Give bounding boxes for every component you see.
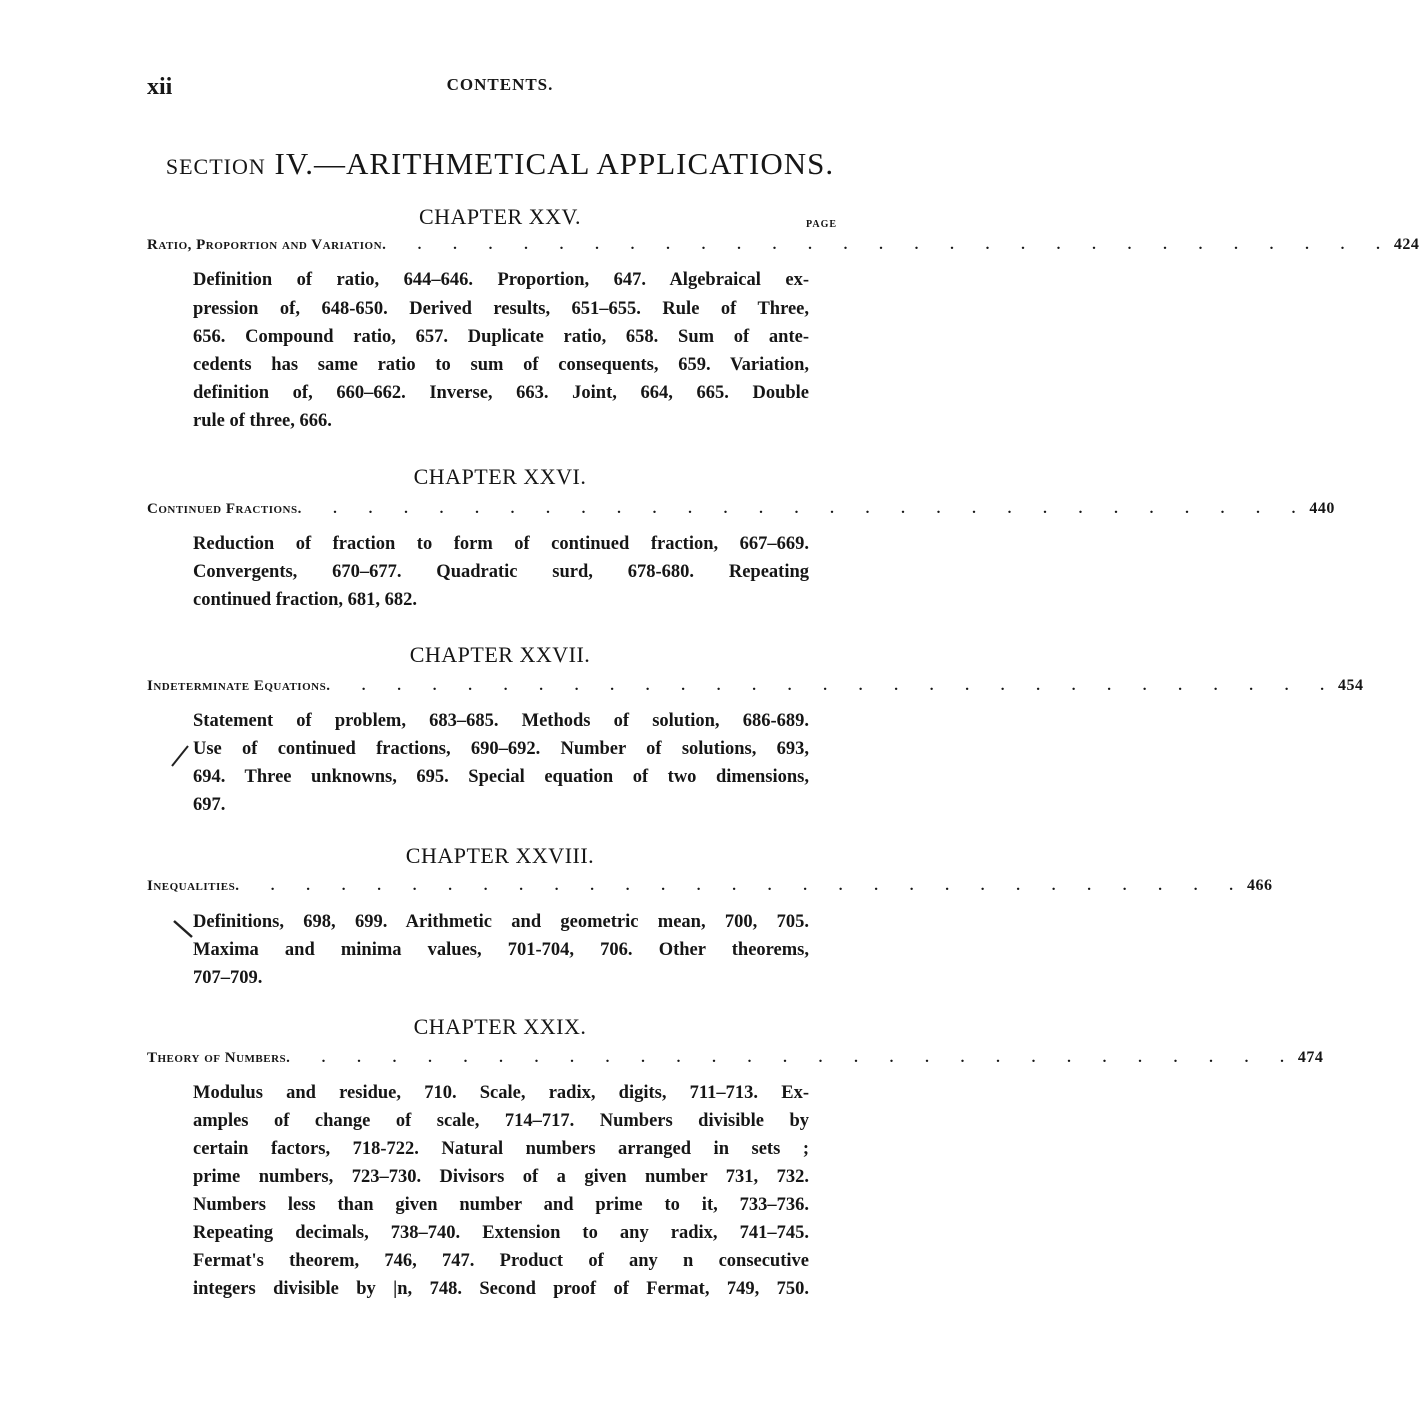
- contents-line: prime numbers, 723–730. Divisors of a given number 731, 732.: [193, 1167, 809, 1187]
- section-prefix: SECTION: [165, 154, 266, 179]
- chapter-page-number: 440: [1309, 500, 1335, 517]
- chapter-title-row[interactable]: [147, 500, 1335, 524]
- contents-line: 656. Compound ratio, 657. Duplicate ratio, 658. Sum of ante-: [193, 327, 809, 347]
- chapter-title: Continued Fractions: [147, 501, 298, 517]
- chapter-title: Inequalities: [147, 878, 236, 894]
- chapter-page-number: 474: [1297, 1049, 1324, 1066]
- contents-line: Reduction of fraction to form of continued fraction, 667–669.: [193, 534, 809, 554]
- contents-line: Numbers less than given number and prime to it, 733–736.: [193, 1195, 809, 1215]
- chapter-title-row[interactable]: [147, 677, 1364, 701]
- contents-line: 697.: [193, 795, 226, 815]
- running-head: CONTENTS.: [446, 75, 554, 94]
- chapter-heading: CHAPTER XXVII.: [409, 642, 591, 667]
- chapter-title-row[interactable]: [147, 1049, 1324, 1073]
- pencil-slash-mark: [170, 744, 190, 768]
- chapter-title: Indeterminate Equations: [147, 678, 327, 694]
- chapter-heading: CHAPTER XXV.: [418, 204, 582, 229]
- contents-line: Definition of ratio, 644–646. Proportion, 647. Algebraical ex-: [193, 270, 809, 290]
- chapter-heading: CHAPTER XXVIII.: [405, 843, 595, 868]
- contents-line: Definitions, 698, 699. Arithmetic and geometric mean, 700, 705.: [193, 912, 809, 932]
- page-number: xii: [147, 74, 173, 100]
- contents-line: amples of change of scale, 714–717. Numbers divisible by: [193, 1111, 809, 1131]
- contents-line: 707–709.: [193, 968, 263, 988]
- dot-leader: . . . . . . . . . . . . . . . . . . . . . . . . . . . . .: [382, 237, 1394, 253]
- contents-line: Repeating decimals, 738–740. Extension to any radix, 741–745.: [193, 1223, 809, 1243]
- dot-leader: . . . . . . . . . . . . . . . . . . . . . . . . . . . . .: [326, 678, 1338, 694]
- chapter-title: Ratio, Proportion and Variation: [147, 237, 383, 253]
- contents-line: cedents has same ratio to sum of consequents, 659. Variation,: [193, 355, 809, 375]
- contents-line: Maxima and minima values, 701-704, 706. Other theorems,: [193, 940, 809, 960]
- chapter-title-row[interactable]: [147, 877, 1273, 901]
- contents-line: certain factors, 718-722. Natural numbers arranged in sets ;: [193, 1139, 809, 1159]
- contents-line: Use of continued fractions, 690–692. Number of solutions, 693,: [193, 739, 809, 759]
- contents-line: Convergents, 670–677. Quadratic surd, 678-680. Repeating: [193, 562, 809, 582]
- contents-line: integers divisible by |n, 748. Second proof of Fermat, 749, 750.: [193, 1279, 809, 1299]
- contents-line: Statement of problem, 683–685. Methods of solution, 686-689.: [193, 711, 809, 731]
- section-title-text: IV.—ARITHMETICAL APPLICATIONS.: [274, 146, 835, 181]
- page-column-label: PAGE: [806, 219, 838, 230]
- chapter-heading: CHAPTER XXVI.: [413, 464, 587, 489]
- chapter-heading: CHAPTER XXIX.: [413, 1014, 587, 1039]
- contents-line: 694. Three unknowns, 695. Special equation of two dimensions,: [193, 767, 809, 787]
- chapter-title-row[interactable]: [147, 236, 1419, 260]
- contents-line: continued fraction, 681, 682.: [193, 590, 418, 610]
- dot-leader: . . . . . . . . . . . . . . . . . . . . . . . . . . . . .: [286, 1050, 1298, 1066]
- chapter-page-number: 466: [1247, 877, 1273, 894]
- contents-line: pression of, 648-650. Derived results, 651–655. Rule of Three,: [193, 299, 809, 319]
- dot-leader: . . . . . . . . . . . . . . . . . . . . . . . . . . . . .: [235, 878, 1248, 894]
- pencil-slash-mark: [172, 918, 194, 940]
- contents-line: definition of, 660–662. Inverse, 663. Joint, 664, 665. Double: [193, 383, 809, 403]
- contents-line: rule of three, 666.: [193, 411, 332, 431]
- chapter-page-number: 424: [1393, 236, 1419, 253]
- chapter-title: Theory of Numbers: [147, 1050, 287, 1066]
- section-title: [150, 146, 850, 182]
- contents-line: Fermat's theorem, 746, 747. Product of any n consecutive: [193, 1251, 809, 1271]
- contents-line: Modulus and residue, 710. Scale, radix, digits, 711–713. Ex-: [193, 1083, 809, 1103]
- dot-leader: . . . . . . . . . . . . . . . . . . . . . . . . . . . . .: [297, 501, 1310, 517]
- chapter-page-number: 454: [1337, 677, 1364, 694]
